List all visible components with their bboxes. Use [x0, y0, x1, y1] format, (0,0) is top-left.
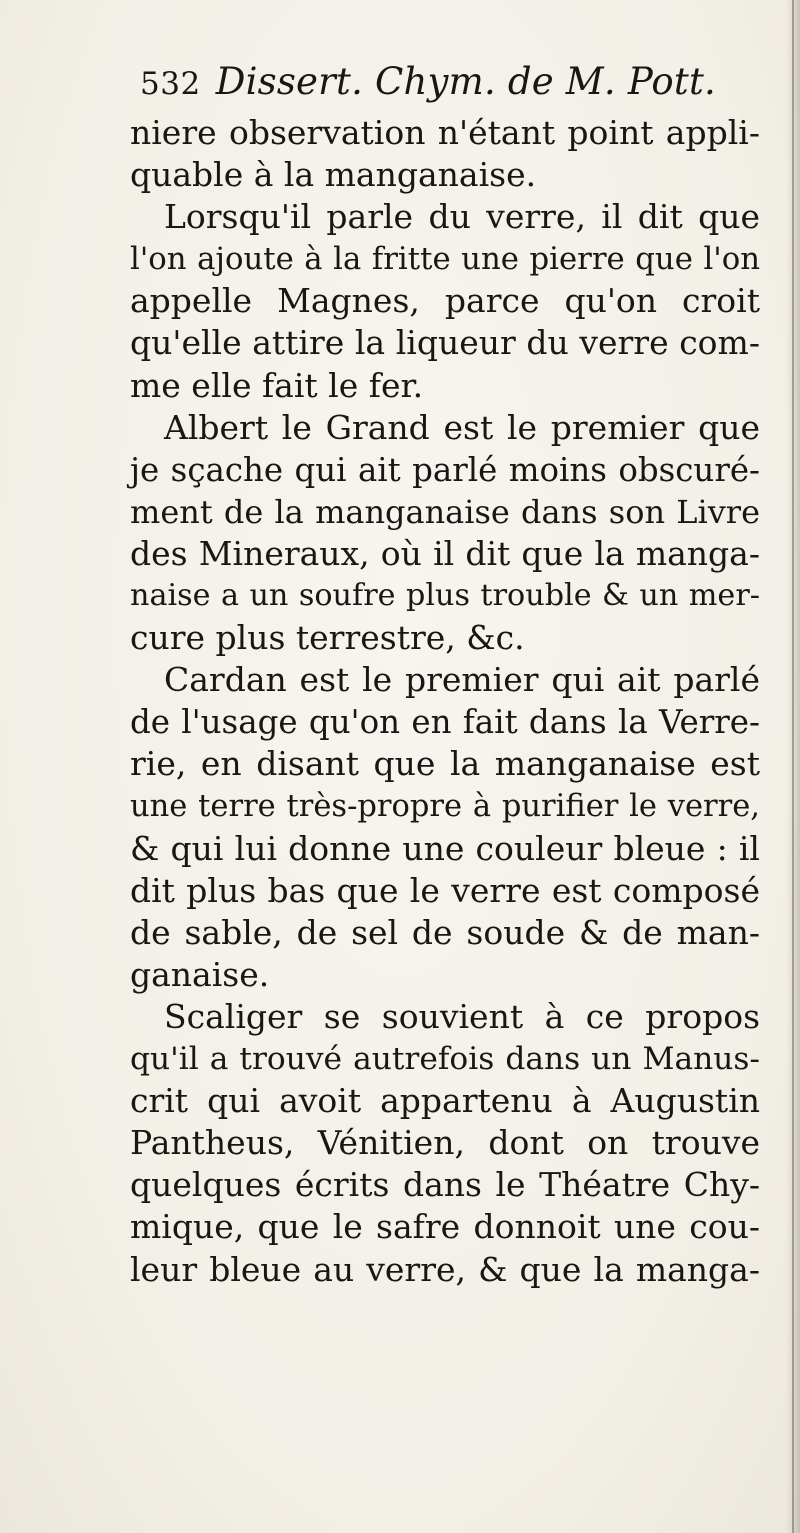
text-line: je sçache qui ait parlé moins obscuré-	[130, 450, 760, 489]
running-title: Dissert. Chym. de M. Pott.	[215, 60, 716, 103]
text-line: cure plus terrestre, &c.	[130, 618, 525, 658]
text-line: & qui lui donne une couleur bleue : il	[130, 828, 760, 868]
text-line: mique, que le safre donnoit une cou-	[130, 1207, 760, 1247]
text-line: Albert le Grand est le premier que	[164, 407, 760, 447]
page-header	[140, 60, 740, 108]
text-line: une terre très-propre à purifier le verre,	[130, 788, 760, 824]
text-line: quelques écrits dans le Théatre Chy-	[130, 1165, 760, 1205]
page-edge-line	[792, 0, 794, 1533]
text-line: Pantheus, Vénitien, dont on trouve	[130, 1123, 760, 1163]
text-line: ment de la manganaise dans son Livre	[130, 492, 760, 531]
text-line: de sable, de sel de soude & de man-	[130, 912, 760, 952]
text-line: naise a un soufre plus trouble & un mer-	[130, 578, 760, 614]
text-line: dit plus bas que le verre est composé	[130, 870, 760, 910]
text-line: de l'usage qu'on en fait dans la Verre-	[130, 703, 760, 742]
body-text	[130, 112, 760, 1291]
text-line: leur bleue au verre, & que la manga-	[130, 1249, 760, 1289]
text-line: me elle fait le fer.	[130, 365, 424, 405]
text-line: Cardan est le premier qui ait parlé	[164, 660, 760, 700]
text-line: Lorsqu'il parle du verre, il dit que	[164, 197, 760, 237]
text-line: l'on ajoute à la fritte une pierre que l'on	[130, 241, 760, 278]
text-line: rie, en disant que la manganaise est	[130, 744, 760, 784]
text-line: quable à la manganaise.	[130, 155, 537, 195]
text-line: appelle Magnes, parce qu'on croit	[130, 281, 760, 321]
text-line: ganaise.	[130, 954, 270, 994]
text-line: qu'elle attire la liqueur du verre com-	[130, 323, 760, 363]
page-number: 532	[140, 66, 201, 102]
text-line: des Mineraux, où il dit que la manga-	[130, 533, 760, 573]
text-line: Scaliger se souvient à ce propos	[164, 996, 760, 1036]
text-line: niere observation n'étant point appli-	[130, 113, 760, 152]
text-line: crit qui avoit appartenu à Augustin	[130, 1081, 760, 1121]
text-line: qu'il a trouvé autrefois dans un Manus-	[130, 1041, 760, 1078]
